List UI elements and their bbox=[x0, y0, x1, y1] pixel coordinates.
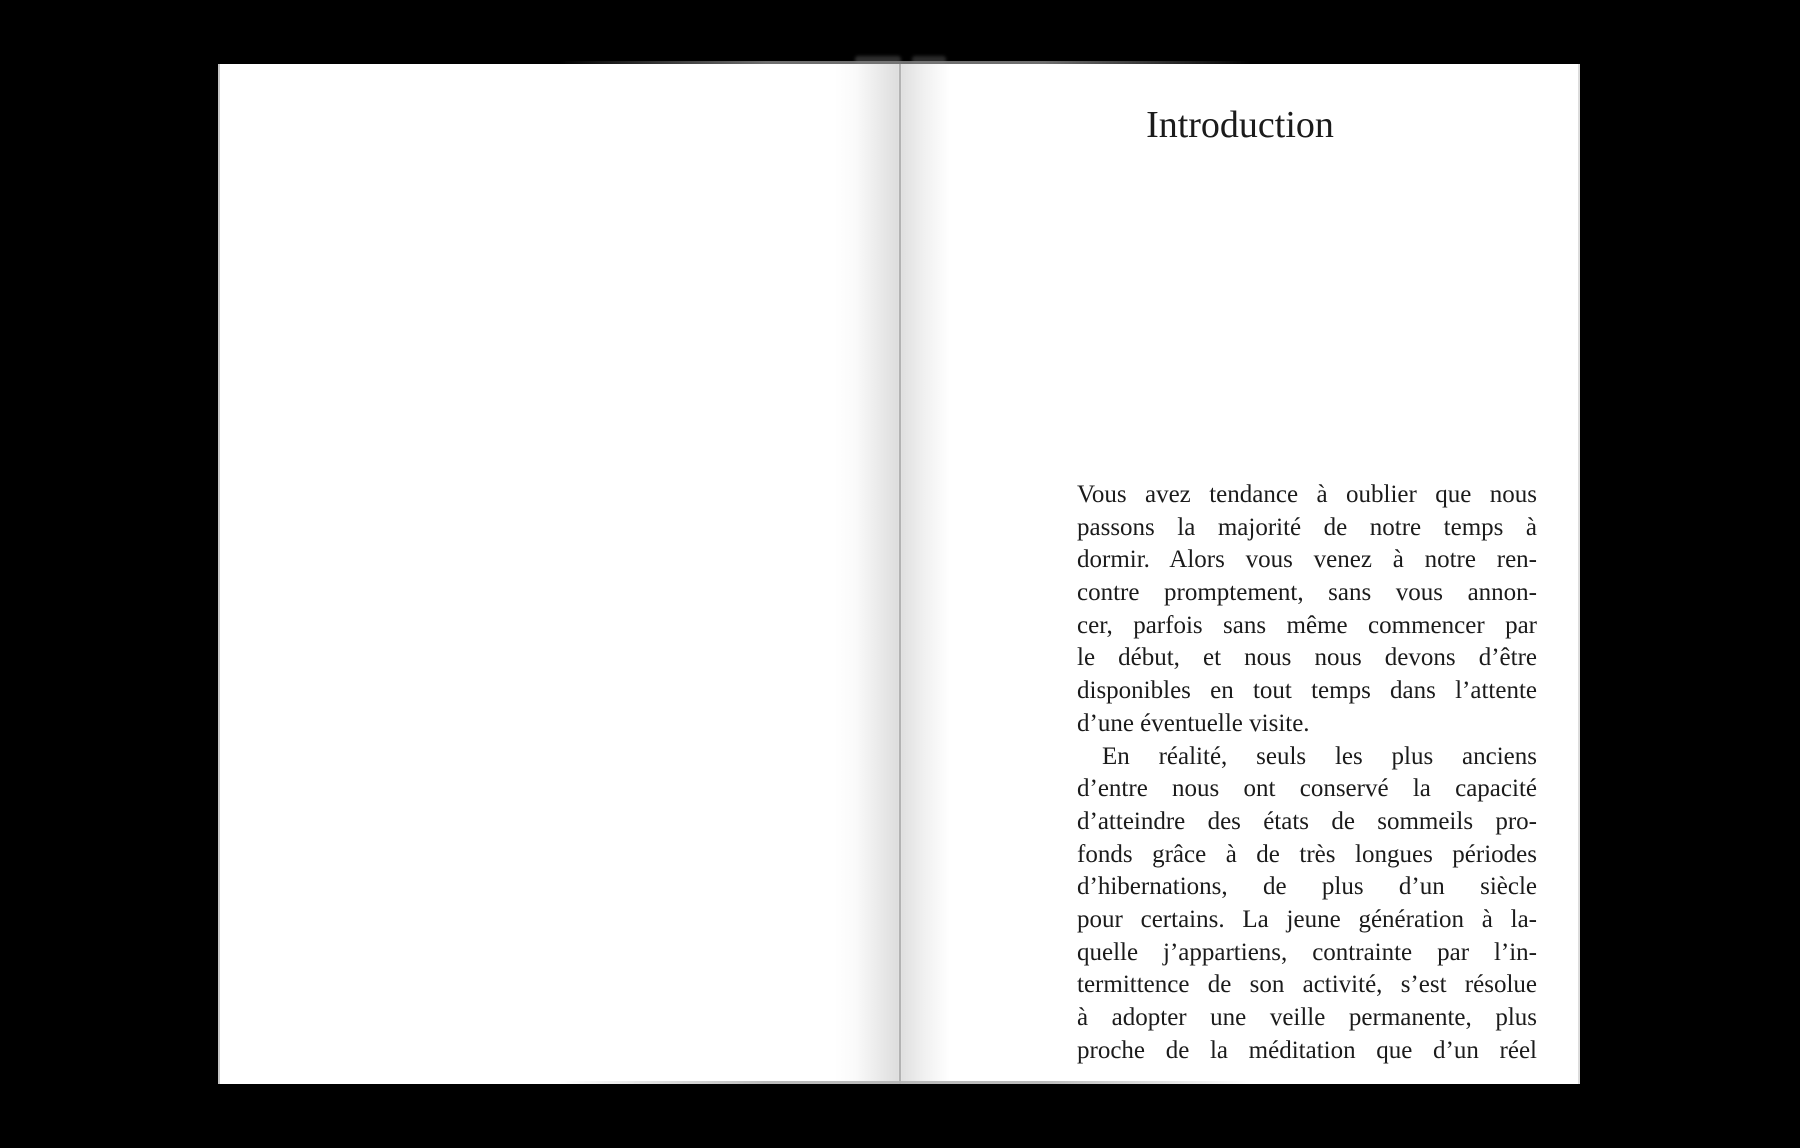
body-text bbox=[1077, 479, 1537, 1067]
chapter-title: Introduction bbox=[1146, 104, 1334, 146]
page-bottom-edge-highlight bbox=[560, 1081, 1250, 1084]
gutter-shadow-left bbox=[834, 64, 904, 1084]
text-line: fonds grâce à de très longues périodes bbox=[1077, 840, 1537, 868]
text-line: le début, et nous nous devons d’être bbox=[1077, 644, 1537, 672]
text-line: passons la majorité de notre temps à bbox=[1077, 513, 1537, 541]
text-line: En réalité, seuls les plus anciens bbox=[1102, 742, 1537, 770]
text-line: cer, parfois sans même commencer par bbox=[1077, 611, 1537, 639]
text-line: contre promptement, sans vous annon- bbox=[1077, 579, 1537, 607]
text-line: d’entre nous ont conservé la capacité bbox=[1077, 775, 1537, 803]
text-line: d’une éventuelle visite. bbox=[1077, 709, 1310, 737]
text-line: quelle j’appartiens, contrainte par l’in- bbox=[1077, 938, 1537, 966]
text-line: dormir. Alors vous venez à notre ren- bbox=[1077, 546, 1537, 574]
spine-fold-line bbox=[899, 64, 901, 1084]
text-line: à adopter une veille permanente, plus bbox=[1077, 1004, 1537, 1031]
text-line: disponibles en tout temps dans l’attente bbox=[1077, 677, 1537, 705]
text-line: d’atteindre des états de sommeils pro- bbox=[1077, 807, 1537, 835]
right-page bbox=[902, 64, 1580, 1084]
text-line: d’hibernations, de plus d’un siècle bbox=[1077, 873, 1537, 901]
left-page-blank bbox=[218, 64, 904, 1084]
text-line: termittence de son activité, s’est résolue bbox=[1077, 971, 1537, 999]
gutter-shadow-right bbox=[902, 64, 950, 1084]
text-line: pour certains. La jeune génération à la- bbox=[1077, 905, 1537, 933]
text-line: Vous avez tendance à oublier que nous bbox=[1077, 481, 1537, 508]
text-line: proche de la méditation que d’un réel bbox=[1077, 1036, 1537, 1064]
page-top-edge-highlight bbox=[560, 61, 1250, 64]
